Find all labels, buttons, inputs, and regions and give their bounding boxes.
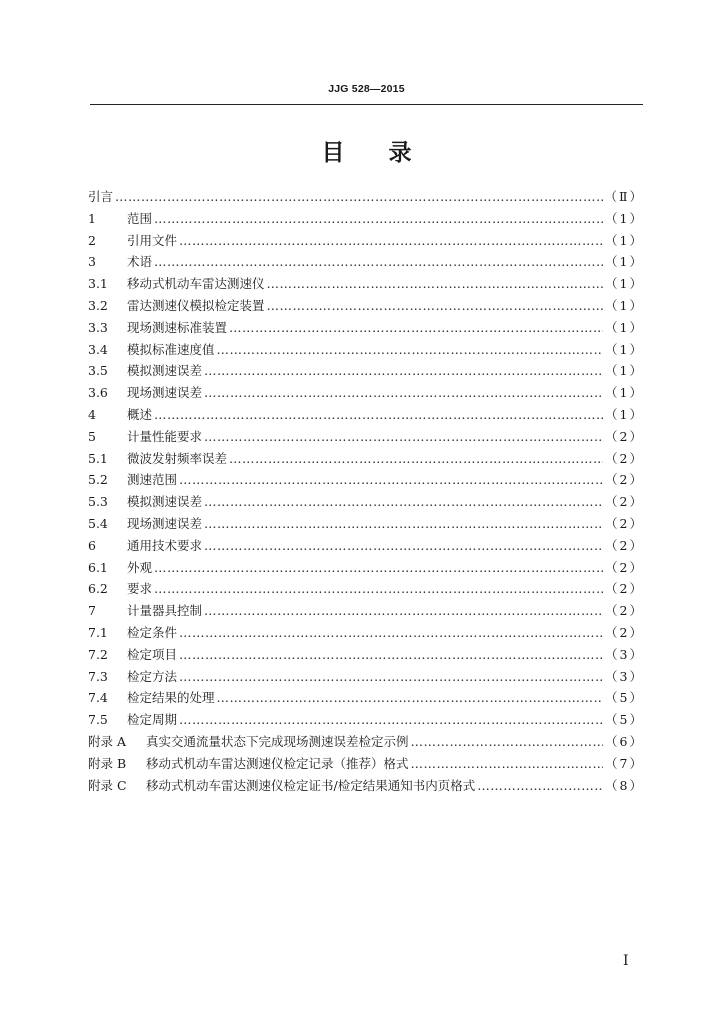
toc-entry[interactable] — [88, 688, 644, 710]
toc-entry-number: 7.4 — [88, 690, 108, 706]
toc-entry-page: （2） — [605, 624, 644, 640]
toc-entry-title: 计量性能要求 — [127, 428, 203, 444]
toc-dot-leader — [217, 690, 604, 705]
toc-entry-title: 检定条件 — [127, 624, 178, 640]
toc-dot-leader — [204, 603, 603, 618]
toc-dot-leader — [179, 625, 603, 640]
toc-dot-leader — [204, 429, 603, 444]
toc-entry-number: 附录 B — [88, 755, 127, 771]
toc-entry-page: （5） — [605, 712, 644, 728]
toc-entry[interactable] — [88, 579, 644, 601]
toc-entry-title: 术语 — [127, 254, 153, 270]
toc-entry-title: 引言 — [88, 189, 114, 204]
toc-entry[interactable] — [88, 754, 644, 776]
toc-entry-page: （2） — [605, 494, 644, 510]
toc-dot-leader — [115, 189, 602, 204]
toc-dot-leader — [179, 669, 603, 684]
page-title — [90, 137, 643, 169]
toc-dot-leader — [411, 756, 604, 771]
toc-entry[interactable] — [88, 427, 644, 449]
toc-entry[interactable] — [88, 340, 644, 362]
toc-entry[interactable] — [88, 209, 644, 231]
toc-entry-number: 5.4 — [88, 515, 108, 531]
toc-entry-number: 7.5 — [88, 712, 108, 728]
toc-entry-number: 3.2 — [88, 297, 108, 313]
toc-entry[interactable] — [88, 667, 644, 689]
toc-entry-title: 检定结果的处理 — [127, 690, 215, 706]
toc-entry[interactable] — [88, 187, 644, 209]
toc-dot-leader — [217, 342, 604, 357]
toc-entry[interactable] — [88, 231, 644, 253]
header-rule — [90, 104, 643, 105]
toc-entry-number: 4 — [88, 406, 96, 422]
toc-entry-page: （2） — [605, 472, 644, 488]
toc-entry-title: 真实交通流量状态下完成现场测速误差检定示例 — [146, 733, 409, 749]
toc-entry-number: 2 — [88, 232, 96, 248]
toc-entry-title: 移动式机动车雷达测速仪 — [127, 276, 265, 292]
standard-code-header: JJG 528—2015 — [328, 83, 405, 95]
toc-entry-page: （1） — [605, 341, 644, 357]
toc-entry-number: 3.6 — [88, 385, 108, 401]
toc-entry-title: 计量器具控制 — [127, 603, 203, 619]
toc-dot-leader — [179, 233, 603, 248]
toc-dot-leader — [229, 451, 603, 466]
toc-entry-number: 7.2 — [88, 646, 108, 662]
toc-dot-leader — [179, 647, 603, 662]
toc-dot-leader — [477, 778, 603, 793]
toc-entry[interactable] — [88, 536, 644, 558]
toc-entry-number: 3.4 — [88, 341, 108, 357]
toc-entry-page: （1） — [605, 254, 644, 270]
toc-entry-page: （Ⅱ） — [604, 189, 644, 204]
toc-entry-title: 测速范围 — [127, 472, 178, 488]
toc-dot-leader — [204, 385, 603, 400]
toc-entry-title: 引用文件 — [127, 232, 178, 248]
toc-entry-title: 现场测速误差 — [127, 385, 203, 401]
toc-entry-page: （1） — [605, 363, 644, 379]
toc-entry-page: （1） — [605, 297, 644, 313]
toc-entry[interactable] — [88, 361, 644, 383]
toc-entry-number: 6.2 — [88, 581, 108, 597]
toc-entry[interactable] — [88, 252, 644, 274]
toc-dot-leader — [267, 276, 604, 291]
toc-entry-title: 检定周期 — [127, 712, 178, 728]
toc-entry-title: 移动式机动车雷达测速仪检定证书/检定结果通知书内页格式 — [146, 777, 476, 793]
toc-dot-leader — [411, 734, 604, 749]
toc-dot-leader — [154, 560, 603, 575]
toc-entry-number: 6.1 — [88, 559, 108, 575]
toc-entry[interactable] — [88, 601, 644, 623]
toc-entry-title: 范围 — [127, 210, 153, 226]
toc-dot-leader — [267, 298, 604, 313]
toc-entry-page: （2） — [605, 450, 644, 466]
toc-entry-number: 5.1 — [88, 450, 108, 466]
toc-entry-number: 3.3 — [88, 319, 108, 335]
toc-entry[interactable] — [88, 296, 644, 318]
toc-entry-number: 5.2 — [88, 472, 108, 488]
toc-dot-leader — [229, 320, 603, 335]
toc-entry-number: 1 — [88, 210, 96, 226]
toc-entry-title: 微波发射频率误差 — [127, 450, 228, 466]
toc-entry-page: （1） — [605, 276, 644, 292]
toc-entry[interactable] — [88, 558, 644, 580]
toc-entry-number: 7.3 — [88, 668, 108, 684]
toc-dot-leader — [204, 363, 603, 378]
toc-entry-page: （2） — [605, 559, 644, 575]
toc-entry-number: 5 — [88, 428, 96, 444]
page-number: I — [623, 953, 629, 969]
toc-entry-number: 7 — [88, 603, 96, 619]
toc-entry[interactable] — [88, 776, 644, 798]
toc-entry-number: 附录 C — [88, 777, 127, 793]
toc-entry-number: 7.1 — [88, 624, 108, 640]
toc-entry-page: （1） — [605, 385, 644, 401]
toc-entry-page: （2） — [605, 581, 644, 597]
toc-entry-title: 检定项目 — [127, 646, 178, 662]
toc-entry-number: 5.3 — [88, 494, 108, 510]
toc-entry[interactable] — [88, 383, 644, 405]
toc-entry[interactable] — [88, 405, 644, 427]
toc-entry-page: （1） — [605, 406, 644, 422]
toc-entry-title: 模拟标准速度值 — [127, 341, 215, 357]
toc-dot-leader — [179, 472, 603, 487]
toc-entry[interactable] — [88, 318, 644, 340]
toc-entry-page: （5） — [605, 690, 644, 706]
toc-entry-title: 移动式机动车雷达测速仪检定记录（推荐）格式 — [146, 755, 409, 771]
toc-entry-title: 检定方法 — [127, 668, 178, 684]
toc-entry-title: 外观 — [127, 559, 153, 575]
toc-entry-title: 现场测速标准装置 — [127, 319, 228, 335]
toc-entry-title: 概述 — [127, 406, 153, 422]
toc-entry-title: 现场测速误差 — [127, 515, 203, 531]
toc-entry-page: （8） — [605, 777, 644, 793]
toc-entry-title: 雷达测速仪模拟检定装置 — [127, 297, 265, 313]
toc-entry-title: 模拟测速误差 — [127, 494, 203, 510]
toc-entry-page: （6） — [605, 733, 644, 749]
toc-entry-page: （7） — [605, 755, 644, 771]
toc-dot-leader — [154, 581, 603, 596]
toc-dot-leader — [204, 516, 603, 531]
toc-entry[interactable] — [88, 274, 644, 296]
toc-entry-number: 3.1 — [88, 276, 108, 292]
toc-dot-leader — [204, 538, 603, 553]
toc-entry-title: 模拟测速误差 — [127, 363, 203, 379]
toc-entry[interactable] — [88, 449, 644, 471]
toc-entry-page: （1） — [605, 319, 644, 335]
toc-entry-page: （2） — [605, 428, 644, 444]
toc-entry[interactable] — [88, 710, 644, 732]
toc-dot-leader — [154, 407, 603, 422]
toc-entry-page: （3） — [605, 646, 644, 662]
toc-entry-page: （2） — [605, 515, 644, 531]
toc-entry[interactable] — [88, 514, 644, 536]
toc-entry-page: （2） — [605, 603, 644, 619]
toc-dot-leader — [179, 712, 603, 727]
toc-entry-number: 3.5 — [88, 363, 108, 379]
toc-dot-leader — [204, 494, 603, 509]
toc-entry-number: 附录 A — [88, 733, 127, 749]
toc-entry-title: 要求 — [127, 581, 153, 597]
page-title-char-1: 目 — [321, 140, 345, 166]
toc-entry-page: （1） — [605, 210, 644, 226]
toc-entry-title: 通用技术要求 — [127, 537, 203, 553]
toc-entry[interactable] — [88, 470, 644, 492]
toc-entry[interactable] — [88, 623, 644, 645]
toc-entry-page: （3） — [605, 668, 644, 684]
toc-entry-number: 6 — [88, 537, 96, 553]
toc-entry[interactable] — [88, 492, 644, 514]
table-of-contents — [88, 187, 644, 797]
toc-entry-number: 3 — [88, 254, 96, 270]
toc-dot-leader — [154, 211, 603, 226]
toc-entry[interactable] — [88, 732, 644, 754]
toc-entry-page: （2） — [605, 537, 644, 553]
toc-entry-page: （1） — [605, 232, 644, 248]
toc-entry[interactable] — [88, 645, 644, 667]
page-title-char-2: 录 — [388, 140, 412, 166]
toc-dot-leader — [154, 254, 603, 269]
